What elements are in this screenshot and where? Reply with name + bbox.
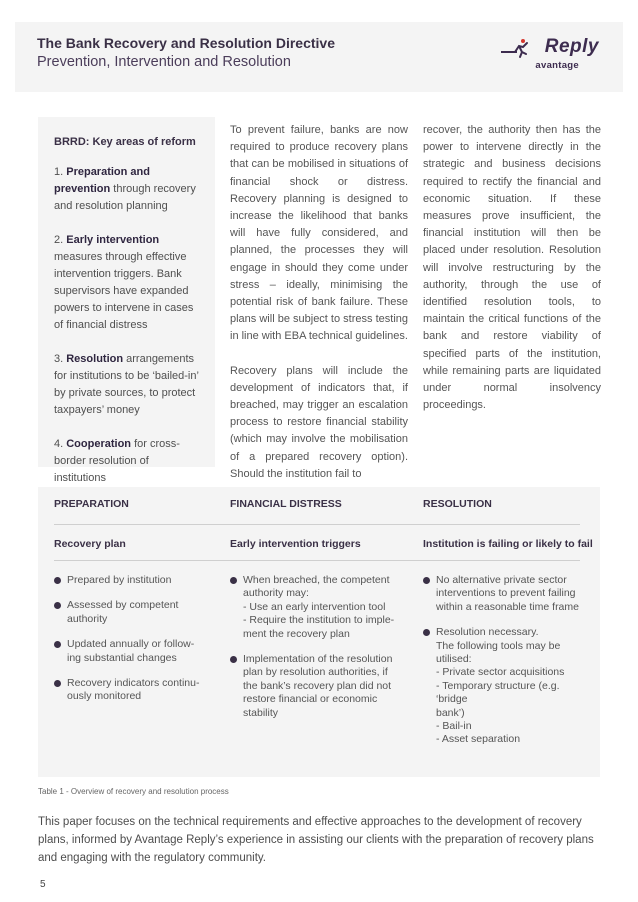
bullet-item: Assessed by competent authority	[54, 599, 214, 626]
key-area-item	[54, 232, 201, 334]
document-subtitle: Prevention, Intervention and Resolution	[37, 54, 291, 70]
body-column-2	[230, 122, 408, 500]
financial-distress-column	[230, 574, 400, 732]
subheader-failing: Institution is failing or likely to fail	[423, 538, 593, 550]
body-paragraph: To prevent failure, banks are now required to produce recovery plans that can be mobilised in situations of financial shock or distress. Recovery planning is designed to increase the likelihood that banks will have fully considered, and planned, the processes they will engage in should they come under stress – ideally, minimising the potential risk of bank failure. These plans will be subject to stress testing in line with EBA technical guidelines.	[230, 124, 408, 343]
item-number: 2.	[54, 234, 67, 246]
runner-icon	[501, 38, 531, 60]
item-text: through recovery and resolution planning	[54, 183, 196, 212]
document-title: The Bank Recovery and Resolution Directive	[37, 35, 335, 51]
bullet-item: Implementation of the resolution plan by resolution authorities, if the bank’s recovery plan did not restore financial or economic stability	[230, 653, 400, 720]
key-areas-box	[38, 117, 215, 484]
key-area-item	[54, 164, 201, 215]
table-caption: Table 1 - Overview of recovery and resolution process	[38, 787, 229, 796]
item-heading: Cooperation	[66, 438, 132, 450]
key-areas-title: BRRD: Key areas of reform	[54, 136, 196, 148]
preparation-column	[54, 574, 214, 716]
resolution-column	[423, 574, 593, 759]
bullet-item: No alternative private sector interventions to prevent failing within a reasonable time frame	[423, 574, 593, 614]
subheader-recovery-plan: Recovery plan	[54, 538, 126, 550]
bullet-item: When breached, the competent authority may: - Use an early intervention tool - Require the institution to imple- ment the recovery plan	[230, 574, 400, 641]
item-heading: Preparation and prevention	[54, 166, 150, 195]
item-number: 3.	[54, 353, 67, 365]
bullet-item: Resolution necessary. The following tools may be utilised: - Private sector acquisitions - Temporary structure (e.g. ‘bridge bank’) - Bail-in - Asset separation	[423, 626, 593, 747]
process-table	[38, 487, 600, 777]
key-area-item	[54, 351, 201, 419]
body-column-3	[423, 122, 601, 431]
item-text: for cross-border resolution of institutions	[54, 438, 180, 484]
divider	[54, 524, 580, 525]
header-resolution: RESOLUTION	[423, 498, 492, 510]
subheader-early-intervention: Early intervention triggers	[230, 538, 361, 550]
header-preparation: PREPARATION	[54, 498, 129, 510]
reply-logo	[507, 36, 599, 76]
body-paragraph: Recovery plans will include the development of indicators that, if breached, may trigger an escalation process to restore financial stability (which may involve the mobilisation of a prepared recovery option). Should the institution fail to	[230, 364, 408, 480]
logo-word: Reply	[544, 36, 599, 57]
divider	[54, 560, 580, 561]
header-financial-distress: FINANCIAL DISTRESS	[230, 498, 342, 510]
body-paragraph: recover, the authority then has the power to intervene directly in the strategic and business decisions required to rectify the financial and economic situation. If these measures prove insufficient, the financial institution will then be placed under resolution. Resolution will involve restructuring by the authority, through the use of identified resolution tools, to maintain the critical functions of the bank and restore viability of specified parts of the institution, while remaining parts are liquidated under normal insolvency proceedings.	[423, 124, 601, 412]
page-number: 5	[40, 879, 46, 890]
item-heading: Early intervention	[66, 234, 160, 246]
key-area-item	[54, 436, 201, 487]
page-header	[15, 22, 623, 92]
item-text: arrangements for institutions to be ‘bailed-in’ by private sources, to protect taxpayers’ money	[54, 353, 199, 416]
item-number: 4.	[54, 438, 67, 450]
bullet-item: Updated annually or follow- ing substantial changes	[54, 638, 214, 665]
logo-tag: avantage	[535, 60, 579, 71]
bullet-item: Recovery indicators continu- ously monitored	[54, 677, 214, 704]
item-heading: Resolution	[66, 353, 124, 365]
closing-paragraph: This paper focuses on the technical requirements and effective approaches to the development of recovery plans, informed by Avantage Reply’s experience in assisting our clients with the preparation of recovery plans and engaging with the regulatory community.	[38, 816, 594, 864]
item-number: 1.	[54, 166, 67, 178]
bullet-item: Prepared by institution	[54, 574, 214, 587]
item-text: measures through effective intervention triggers. Bank supervisors have expanded powers to intervene in cases of financial distress	[54, 251, 194, 331]
